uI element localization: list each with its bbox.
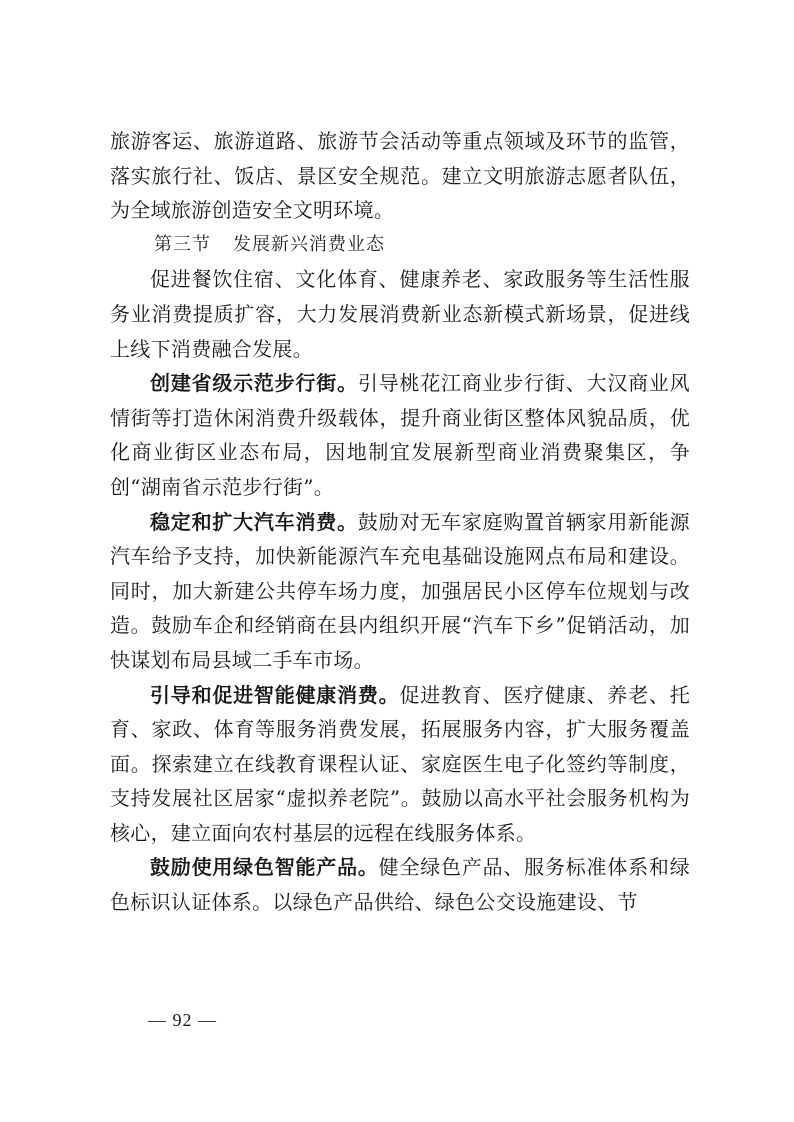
item-paragraph-auto-consumption	[110, 505, 690, 678]
section-number: 第三节	[154, 233, 211, 255]
item-body: 促进教育、医疗健康、养老、托育、家政、体育等服务消费发展，拓展服务内容，扩大服务覆盖面。探索建立在线教育课程认证、家庭医生电子化签约等制度，支持发展社区居家“虚拟养老院”。鼓励以高水平社会服务机构为核心，建立面向农村基层的远程在线服务体系。	[110, 682, 690, 845]
item-paragraph-pedestrian-street	[110, 366, 690, 504]
item-lead: 创建省级示范步行街。	[150, 371, 358, 396]
item-lead: 鼓励使用绿色智能产品。	[150, 855, 379, 880]
section-title: 发展新兴消费业态	[233, 233, 385, 255]
item-body: 引导桃花江商业步行街、大汉商业风情街等打造休闲消费升级载体，提升商业街区整体风貌品质，优化商业街区业态布局，因地制宜发展新型商业消费聚集区，争创“湖南省示范步行街”。	[110, 371, 690, 499]
item-body: 鼓励对无车家庭购置首辆家用新能源汽车给予支持，加快新能源汽车充电基础设施网点布局和建设。同时，加大新建公共停车场力度，加强居民小区停车位规划与改造。鼓励车企和经销商在县内组织开展“汽车下乡”促销活动，加快谋划布局县域二手车市场。	[110, 509, 690, 672]
intro-paragraph: 促进餐饮住宿、文化体育、健康养老、家政服务等生活性服务业消费提质扩容，大力发展消费新业态新模式新场景，促进线上线下消费融合发展。	[110, 267, 690, 361]
item-body: 健全绿色产品、服务标准体系和绿色标识认证体系。以绿色产品供给、绿色公交设施建设、节	[110, 855, 690, 915]
page-number: — 92 —	[148, 1010, 217, 1030]
item-paragraph-green-products	[110, 850, 690, 919]
item-paragraph-smart-health	[110, 678, 690, 851]
document-body	[110, 124, 690, 920]
section-heading	[110, 228, 690, 263]
continuation-paragraph: 旅游客运、旅游道路、旅游节会活动等重点领域及环节的监管，落实旅行社、饭店、景区安全规范。建立文明旅游志愿者队伍，为全域旅游创造安全文明环境。	[110, 129, 690, 223]
item-lead: 稳定和扩大汽车消费。	[150, 509, 358, 534]
item-lead: 引导和促进智能健康消费。	[150, 682, 400, 707]
